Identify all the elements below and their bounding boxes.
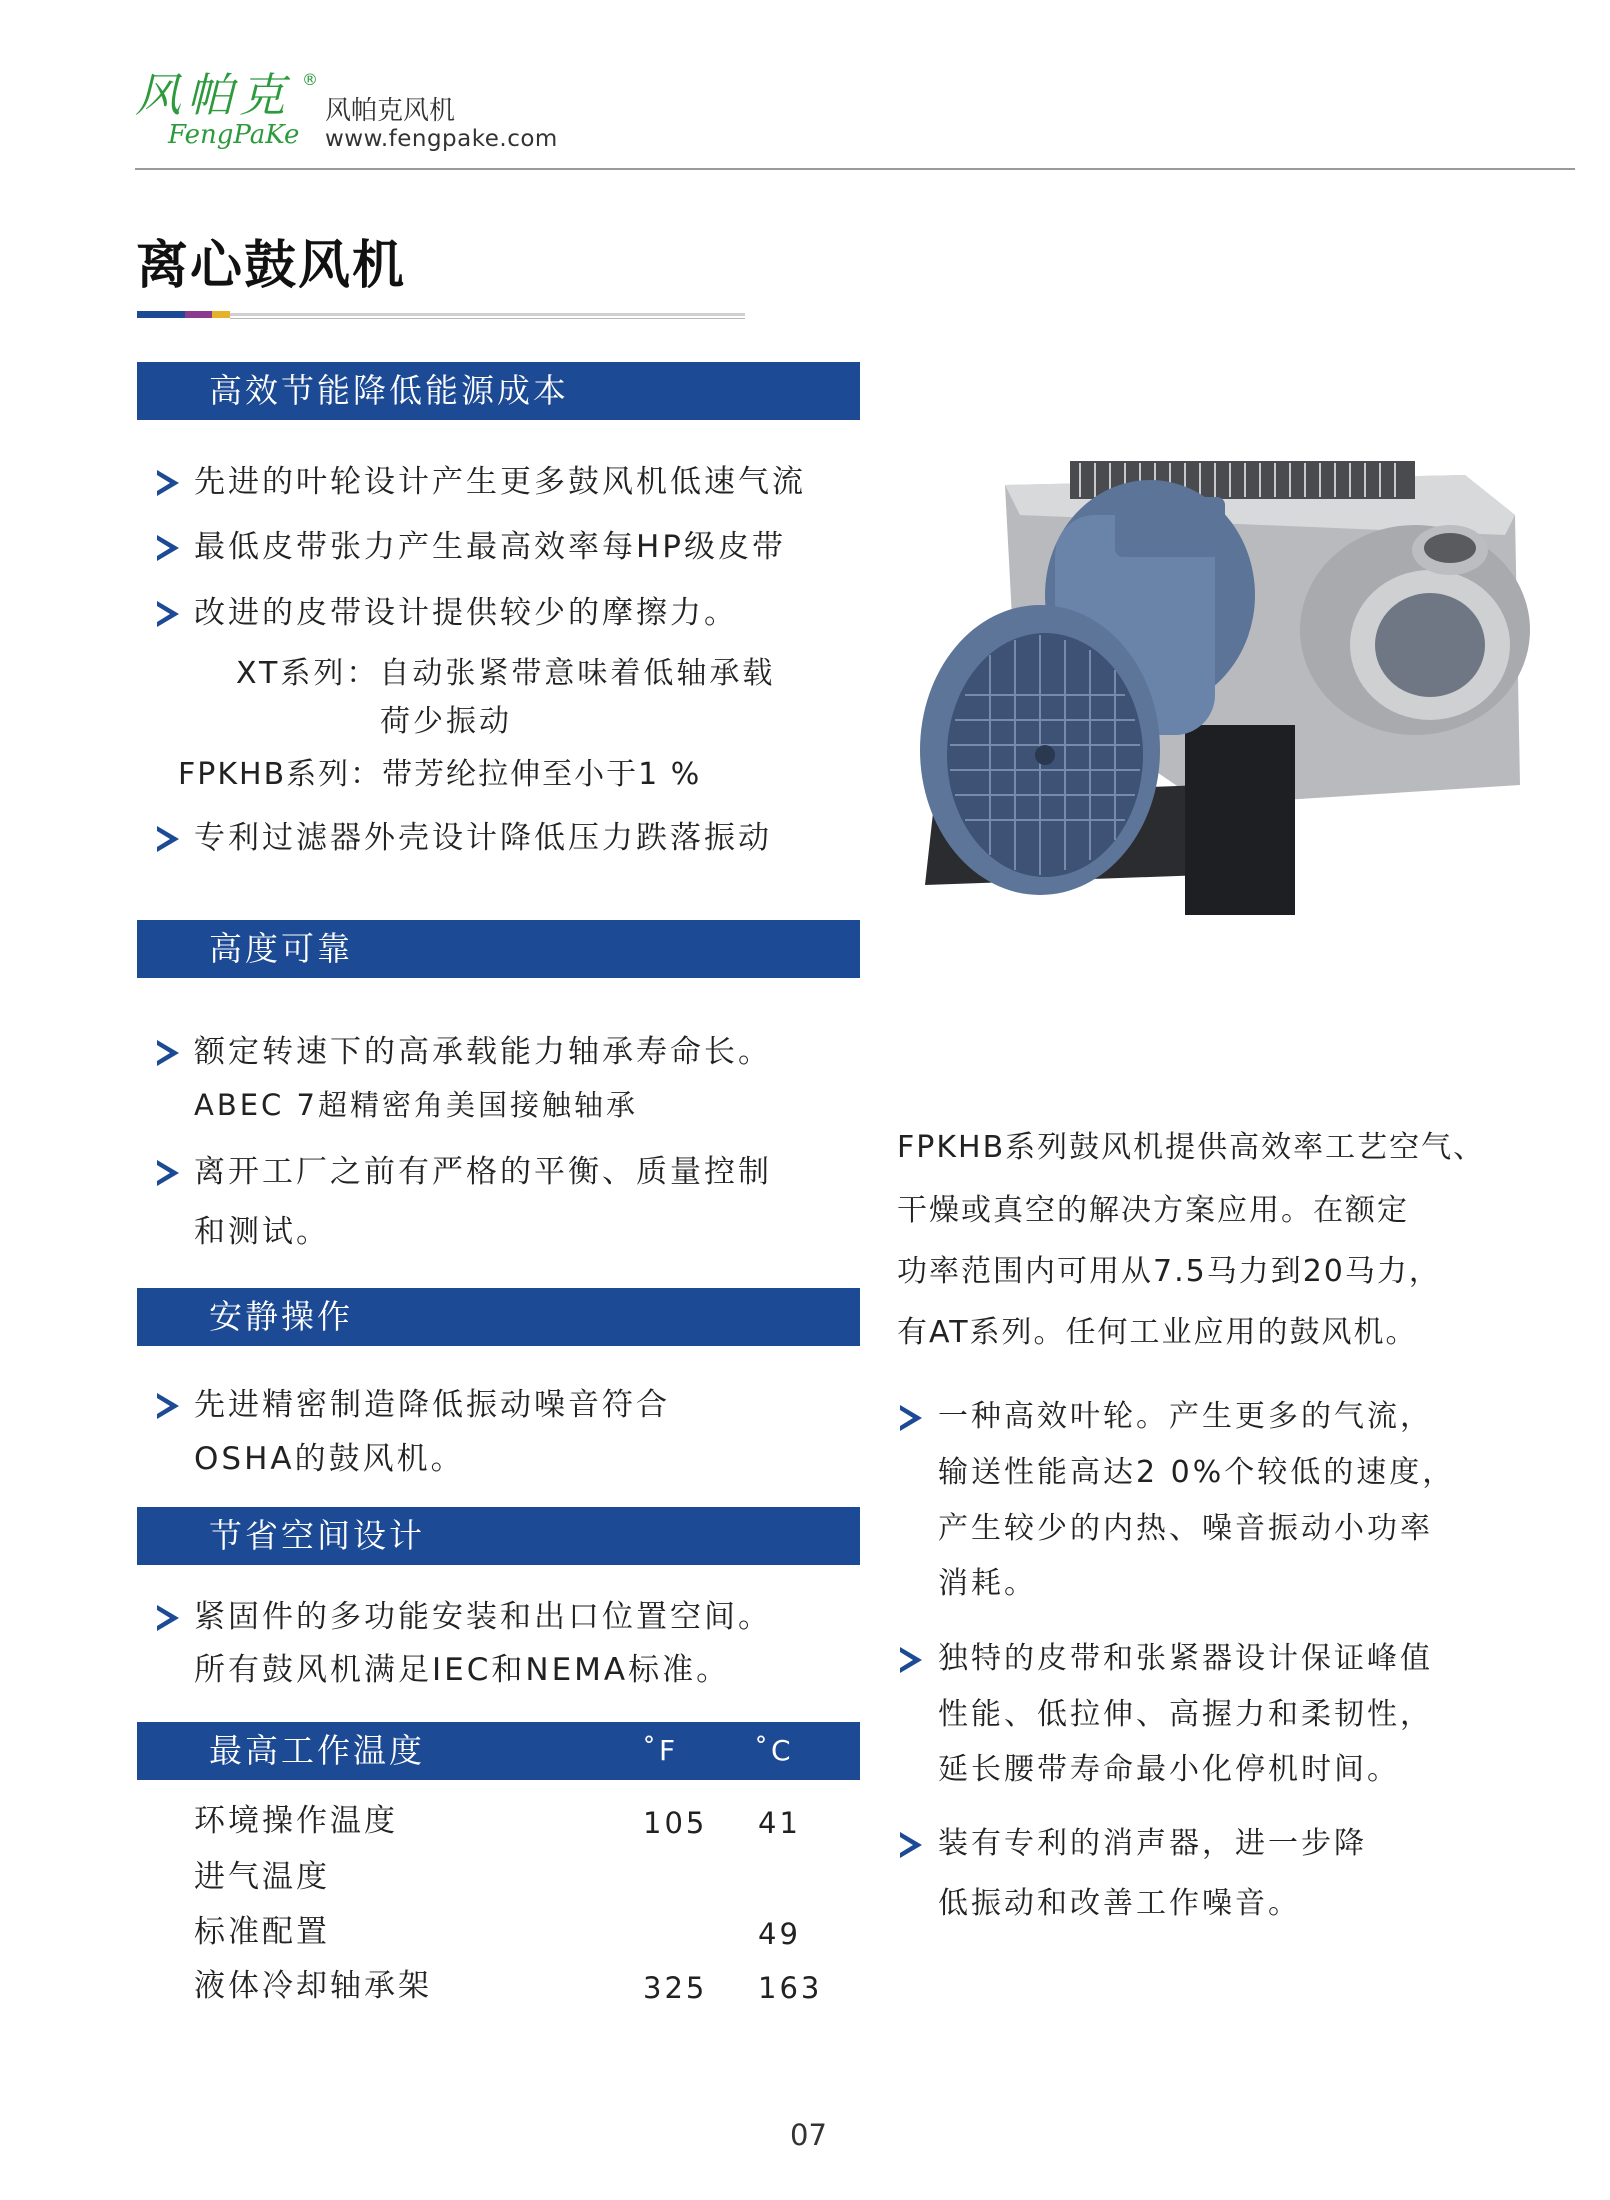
temp-unit-c: ˚C — [754, 1734, 794, 1767]
bullet-arrow-icon — [157, 826, 179, 852]
bullet-arrow-icon — [157, 535, 179, 561]
bullet-arrow-icon — [157, 1040, 179, 1066]
temp-row-label: 标准配置 — [194, 1914, 330, 1950]
bullet-arrow-icon — [157, 470, 179, 496]
reliable-item-2: 离开工厂之前有严格的平衡、质量控制 — [194, 1154, 772, 1190]
intro-line-2: 干燥或真空的解决方案应用。在额定 — [897, 1193, 1409, 1228]
title-underline-rule-2 — [230, 318, 745, 319]
xt-series-line-1: XT系列：自动张紧带意味着低轴承载 — [236, 656, 776, 691]
reliable-item-2-sub: 和测试。 — [194, 1214, 330, 1250]
right-bullet-3-line-1: 装有专利的消声器，进一步降 — [938, 1826, 1367, 1861]
blower-product-image — [905, 455, 1555, 945]
temp-unit-f: ˚F — [642, 1734, 679, 1767]
bullet-arrow-icon — [900, 1647, 922, 1673]
section-quiet-heading: 安静操作 — [137, 1288, 860, 1346]
temp-row-f: 105 — [643, 1806, 708, 1840]
section-efficiency-heading: 高效节能降低能源成本 — [137, 362, 860, 420]
header-divider — [135, 168, 1575, 170]
intro-line-4: 有AT系列。任何工业应用的鼓风机。 — [897, 1315, 1418, 1350]
bullet-arrow-icon — [900, 1405, 922, 1431]
bullet-arrow-icon — [157, 1605, 179, 1631]
temp-row-f: 325 — [643, 1971, 708, 2005]
efficiency-item-3: 改进的皮带设计提供较少的摩擦力。 — [194, 595, 738, 631]
space-item-1: 紧固件的多功能安装和出口位置空间。 — [194, 1599, 772, 1635]
title-underline-yellow — [212, 311, 230, 318]
temp-heading-label: 最高工作温度 — [209, 1731, 425, 1770]
right-bullet-1-line-4: 消耗。 — [938, 1566, 1037, 1601]
right-bullet-1-line-2: 输送性能高达2 0%个较低的速度， — [938, 1455, 1456, 1490]
registered-mark: ® — [302, 70, 318, 89]
xt-series-line-2: 荷少振动 — [380, 704, 512, 739]
bullet-arrow-icon — [157, 1393, 179, 1419]
bullet-arrow-icon — [157, 1160, 179, 1186]
temp-row-c: 163 — [758, 1971, 823, 2005]
intro-line-3: 功率范围内可用从7.5马力到20马力， — [897, 1254, 1441, 1289]
title-underline-rule — [230, 313, 745, 316]
logo-english: FengPaKe — [168, 120, 300, 150]
reliable-item-1: 额定转速下的高承载能力轴承寿命长。 — [194, 1034, 772, 1070]
reliable-item-1-sub: ABEC 7超精密角美国接触轴承 — [194, 1088, 638, 1122]
temp-row-c: 49 — [758, 1917, 801, 1951]
right-bullet-2-line-3: 延长腰带寿命最小化停机时间。 — [938, 1752, 1400, 1787]
intro-line-1: FPKHB系列鼓风机提供高效率工艺空气、 — [897, 1130, 1486, 1165]
temp-row-label: 进气温度 — [194, 1859, 330, 1895]
right-bullet-1-line-3: 产生较少的内热、噪音振动小功率 — [938, 1511, 1433, 1546]
temp-row-label: 环境操作温度 — [194, 1803, 398, 1839]
logo-chinese: 风帕克 — [135, 68, 291, 122]
page-number: 07 — [790, 2118, 827, 2152]
quiet-item-1-sub: OSHA的鼓风机。 — [194, 1441, 465, 1477]
right-bullet-2-line-2: 性能、低拉伸、高握力和柔韧性， — [938, 1697, 1433, 1732]
temp-row-label: 液体冷却轴承架 — [194, 1968, 432, 2004]
efficiency-item-2: 最低皮带张力产生最高效率每HP级皮带 — [194, 529, 787, 565]
temp-row-c: 41 — [758, 1806, 801, 1840]
brand-url[interactable]: www.fengpake.com — [325, 126, 558, 152]
bullet-arrow-icon — [900, 1832, 922, 1858]
section-temp-heading — [137, 1722, 860, 1780]
efficiency-item-4: 专利过滤器外壳设计降低压力跌落振动 — [194, 820, 772, 856]
title-underline-blue — [137, 311, 185, 318]
right-bullet-1-line-1: 一种高效叶轮。产生更多的气流， — [938, 1399, 1433, 1434]
title-underline-purple — [185, 311, 212, 318]
quiet-item-1: 先进精密制造降低振动噪音符合 — [194, 1387, 670, 1423]
brand-name: 风帕克风机 — [325, 96, 456, 126]
section-reliable-heading: 高度可靠 — [137, 920, 860, 978]
fpkhb-series-line: FPKHB系列：带芳纶拉伸至小于1 % — [178, 757, 702, 792]
section-space-heading: 节省空间设计 — [137, 1507, 860, 1565]
right-bullet-3-line-2: 低振动和改善工作噪音。 — [938, 1886, 1301, 1921]
space-item-1-sub: 所有鼓风机满足IEC和NEMA标准。 — [194, 1652, 731, 1688]
efficiency-item-1: 先进的叶轮设计产生更多鼓风机低速气流 — [194, 464, 806, 500]
page-title: 离心鼓风机 — [136, 236, 407, 296]
bullet-arrow-icon — [157, 601, 179, 627]
right-bullet-2-line-1: 独特的皮带和张紧器设计保证峰值 — [938, 1641, 1433, 1676]
